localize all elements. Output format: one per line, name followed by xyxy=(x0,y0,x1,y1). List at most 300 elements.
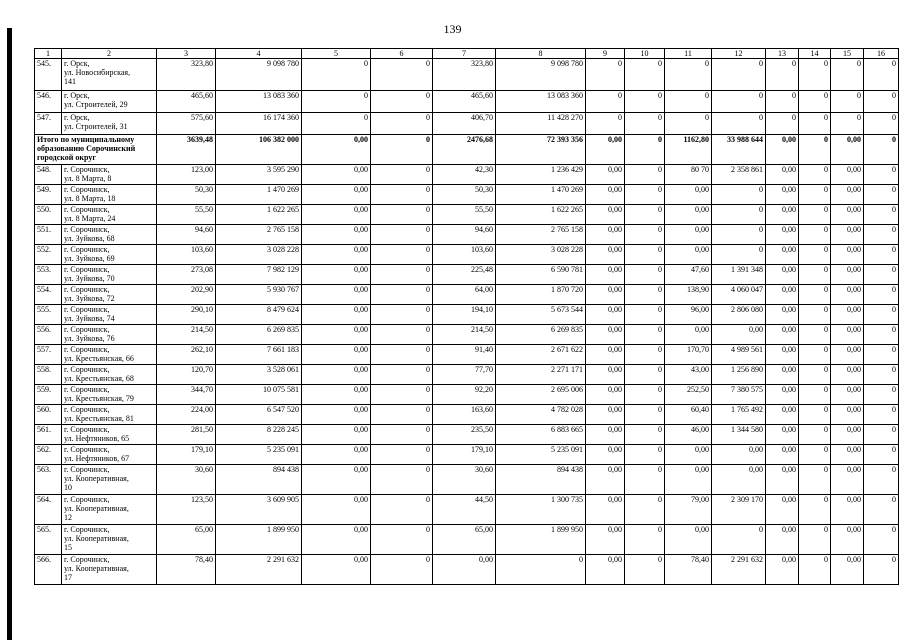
value-cell-col-4: 894 438 xyxy=(216,465,302,495)
value-cell-col-3: 290,10 xyxy=(157,305,216,325)
value-cell-col-13: 0,00 xyxy=(766,525,799,555)
value-cell-col-15: 0,00 xyxy=(831,205,864,225)
value-cell-col-12: 0,00 xyxy=(712,445,766,465)
value-cell-col-16: 0 xyxy=(864,555,899,585)
value-cell-col-11: 0,00 xyxy=(665,325,712,345)
column-number-row xyxy=(35,49,899,59)
value-cell-col-14: 0 xyxy=(799,59,831,91)
row-number-cell: 562. xyxy=(35,445,62,465)
value-cell-col-10: 0 xyxy=(625,285,665,305)
value-cell-col-11: 60,40 xyxy=(665,405,712,425)
value-cell-col-11: 0 xyxy=(665,59,712,91)
row-number-cell: 554. xyxy=(35,285,62,305)
value-cell-col-3: 3639,48 xyxy=(157,135,216,165)
value-cell-col-4: 10 075 581 xyxy=(216,385,302,405)
value-cell-col-14: 0 xyxy=(799,113,831,135)
value-cell-col-8: 2 671 622 xyxy=(496,345,586,365)
table-row xyxy=(35,325,899,345)
value-cell-col-5: 0,00 xyxy=(302,555,371,585)
table-row xyxy=(35,425,899,445)
value-cell-col-5: 0,00 xyxy=(302,405,371,425)
value-cell-col-6: 0 xyxy=(371,305,433,325)
value-cell-col-11: 0,00 xyxy=(665,205,712,225)
value-cell-col-4: 16 174 360 xyxy=(216,113,302,135)
value-cell-col-14: 0 xyxy=(799,445,831,465)
value-cell-col-12: 2 806 080 xyxy=(712,305,766,325)
value-cell-col-9: 0,00 xyxy=(586,495,625,525)
value-cell-col-6: 0 xyxy=(371,365,433,385)
value-cell-col-6: 0 xyxy=(371,225,433,245)
value-cell-col-12: 0 xyxy=(712,525,766,555)
value-cell-col-4: 8 479 624 xyxy=(216,305,302,325)
column-number-14: 14 xyxy=(799,49,831,59)
value-cell-col-9: 0,00 xyxy=(586,285,625,305)
table-row xyxy=(35,59,899,91)
value-cell-col-16: 0 xyxy=(864,59,899,91)
row-number-cell: 558. xyxy=(35,365,62,385)
value-cell-col-11: 0,00 xyxy=(665,445,712,465)
value-cell-col-6: 0 xyxy=(371,465,433,495)
value-cell-col-7: 406,70 xyxy=(433,113,496,135)
value-cell-col-15: 0,00 xyxy=(831,525,864,555)
value-cell-col-13: 0,00 xyxy=(766,555,799,585)
value-cell-col-8: 1 470 269 xyxy=(496,185,586,205)
value-cell-col-12: 0 xyxy=(712,91,766,113)
value-cell-col-3: 202,90 xyxy=(157,285,216,305)
value-cell-col-12: 2 291 632 xyxy=(712,555,766,585)
row-number-cell: 548. xyxy=(35,165,62,185)
value-cell-col-15: 0 xyxy=(831,113,864,135)
column-number-12: 12 xyxy=(712,49,766,59)
value-cell-col-6: 0 xyxy=(371,345,433,365)
value-cell-col-14: 0 xyxy=(799,91,831,113)
address-cell: г. Сорочинск, ул. Кооперативная, 15 xyxy=(62,525,157,555)
value-cell-col-4: 3 028 228 xyxy=(216,245,302,265)
total-row xyxy=(35,135,899,165)
value-cell-col-7: 44,50 xyxy=(433,495,496,525)
address-cell: г. Сорочинск, ул. Зуйкова, 74 xyxy=(62,305,157,325)
value-cell-col-14: 0 xyxy=(799,365,831,385)
value-cell-col-8: 6 269 835 xyxy=(496,325,586,345)
value-cell-col-15: 0,00 xyxy=(831,385,864,405)
value-cell-col-12: 0 xyxy=(712,225,766,245)
value-cell-col-8: 2 765 158 xyxy=(496,225,586,245)
value-cell-col-6: 0 xyxy=(371,525,433,555)
value-cell-col-8: 2 271 171 xyxy=(496,365,586,385)
value-cell-col-10: 0 xyxy=(625,165,665,185)
table-row xyxy=(35,525,899,555)
value-cell-col-9: 0,00 xyxy=(586,265,625,285)
column-number-1: 1 xyxy=(35,49,62,59)
value-cell-col-8: 1 236 429 xyxy=(496,165,586,185)
page-number: 139 xyxy=(443,22,462,36)
value-cell-col-11: 0,00 xyxy=(665,185,712,205)
value-cell-col-15: 0,00 xyxy=(831,265,864,285)
column-number-7: 7 xyxy=(433,49,496,59)
value-cell-col-9: 0,00 xyxy=(586,405,625,425)
row-number-cell: 559. xyxy=(35,385,62,405)
value-cell-col-15: 0 xyxy=(831,91,864,113)
value-cell-col-11: 170,70 xyxy=(665,345,712,365)
row-number-cell: 556. xyxy=(35,325,62,345)
value-cell-col-15: 0,00 xyxy=(831,165,864,185)
value-cell-col-15: 0,00 xyxy=(831,325,864,345)
value-cell-col-4: 7 982 129 xyxy=(216,265,302,285)
value-cell-col-13: 0 xyxy=(766,91,799,113)
value-cell-col-14: 0 xyxy=(799,305,831,325)
value-cell-col-12: 0 xyxy=(712,205,766,225)
table-row xyxy=(35,205,899,225)
value-cell-col-15: 0,00 xyxy=(831,445,864,465)
value-cell-col-9: 0 xyxy=(586,91,625,113)
value-cell-col-7: 0,00 xyxy=(433,555,496,585)
value-cell-col-13: 0,00 xyxy=(766,205,799,225)
value-cell-col-13: 0,00 xyxy=(766,185,799,205)
value-cell-col-7: 50,30 xyxy=(433,185,496,205)
table-row xyxy=(35,185,899,205)
value-cell-col-3: 55,50 xyxy=(157,205,216,225)
value-cell-col-3: 78,40 xyxy=(157,555,216,585)
table-row xyxy=(35,345,899,365)
value-cell-col-12: 7 380 575 xyxy=(712,385,766,405)
address-cell: г. Сорочинск, ул. 8 Марта, 18 xyxy=(62,185,157,205)
value-cell-col-16: 0 xyxy=(864,265,899,285)
value-cell-col-10: 0 xyxy=(625,325,665,345)
value-cell-col-7: 55,50 xyxy=(433,205,496,225)
value-cell-col-10: 0 xyxy=(625,555,665,585)
value-cell-col-5: 0,00 xyxy=(302,425,371,445)
value-cell-col-5: 0,00 xyxy=(302,265,371,285)
value-cell-col-7: 214,50 xyxy=(433,325,496,345)
address-cell: г. Сорочинск, ул. Нефтяников, 67 xyxy=(62,445,157,465)
value-cell-col-4: 6 547 520 xyxy=(216,405,302,425)
address-cell: г. Сорочинск, ул. Зуйкова, 70 xyxy=(62,265,157,285)
value-cell-col-8: 6 590 781 xyxy=(496,265,586,285)
value-cell-col-9: 0,00 xyxy=(586,305,625,325)
value-cell-col-10: 0 xyxy=(625,265,665,285)
value-cell-col-16: 0 xyxy=(864,135,899,165)
value-cell-col-16: 0 xyxy=(864,113,899,135)
value-cell-col-6: 0 xyxy=(371,245,433,265)
value-cell-col-8: 72 393 356 xyxy=(496,135,586,165)
row-number-cell: 566. xyxy=(35,555,62,585)
value-cell-col-6: 0 xyxy=(371,205,433,225)
value-cell-col-4: 8 228 245 xyxy=(216,425,302,445)
value-cell-col-8: 1 870 720 xyxy=(496,285,586,305)
value-cell-col-5: 0 xyxy=(302,59,371,91)
value-cell-col-7: 225,48 xyxy=(433,265,496,285)
value-cell-col-3: 30,60 xyxy=(157,465,216,495)
value-cell-col-8: 4 782 028 xyxy=(496,405,586,425)
value-cell-col-4: 7 661 183 xyxy=(216,345,302,365)
value-cell-col-3: 224,00 xyxy=(157,405,216,425)
value-cell-col-3: 323,80 xyxy=(157,59,216,91)
value-cell-col-14: 0 xyxy=(799,185,831,205)
value-cell-col-15: 0,00 xyxy=(831,305,864,325)
value-cell-col-9: 0,00 xyxy=(586,365,625,385)
value-cell-col-16: 0 xyxy=(864,325,899,345)
table-row xyxy=(35,385,899,405)
row-number-cell: 563. xyxy=(35,465,62,495)
value-cell-col-5: 0,00 xyxy=(302,445,371,465)
value-cell-col-3: 94,60 xyxy=(157,225,216,245)
value-cell-col-16: 0 xyxy=(864,495,899,525)
value-cell-col-4: 9 098 780 xyxy=(216,59,302,91)
value-cell-col-10: 0 xyxy=(625,445,665,465)
address-cell: г. Сорочинск, ул. Крестьянская, 66 xyxy=(62,345,157,365)
value-cell-col-9: 0 xyxy=(586,59,625,91)
table-row xyxy=(35,165,899,185)
address-cell: г. Сорочинск, ул. 8 Марта, 24 xyxy=(62,205,157,225)
value-cell-col-8: 1 300 735 xyxy=(496,495,586,525)
value-cell-col-6: 0 xyxy=(371,285,433,305)
value-cell-col-14: 0 xyxy=(799,205,831,225)
value-cell-col-4: 5 235 091 xyxy=(216,445,302,465)
value-cell-col-6: 0 xyxy=(371,325,433,345)
value-cell-col-11: 0,00 xyxy=(665,245,712,265)
value-cell-col-4: 1 622 265 xyxy=(216,205,302,225)
value-cell-col-12: 0,00 xyxy=(712,325,766,345)
column-number-8: 8 xyxy=(496,49,586,59)
value-cell-col-15: 0,00 xyxy=(831,555,864,585)
row-number-cell: 561. xyxy=(35,425,62,445)
row-number-cell: 552. xyxy=(35,245,62,265)
value-cell-col-10: 0 xyxy=(625,91,665,113)
value-cell-col-8: 11 428 270 xyxy=(496,113,586,135)
value-cell-col-9: 0,00 xyxy=(586,245,625,265)
value-cell-col-4: 6 269 835 xyxy=(216,325,302,345)
column-number-9: 9 xyxy=(586,49,625,59)
value-cell-col-9: 0,00 xyxy=(586,225,625,245)
value-cell-col-7: 179,10 xyxy=(433,445,496,465)
value-cell-col-6: 0 xyxy=(371,165,433,185)
row-number-cell: 565. xyxy=(35,525,62,555)
table-row xyxy=(35,465,899,495)
value-cell-col-10: 0 xyxy=(625,59,665,91)
value-cell-col-6: 0 xyxy=(371,113,433,135)
table-row xyxy=(35,445,899,465)
value-cell-col-13: 0,00 xyxy=(766,265,799,285)
row-number-cell: 549. xyxy=(35,185,62,205)
value-cell-col-9: 0 xyxy=(586,113,625,135)
column-number-16: 16 xyxy=(864,49,899,59)
value-cell-col-4: 2 765 158 xyxy=(216,225,302,245)
value-cell-col-7: 91,40 xyxy=(433,345,496,365)
table-row xyxy=(35,365,899,385)
value-cell-col-13: 0 xyxy=(766,113,799,135)
value-cell-col-13: 0,00 xyxy=(766,345,799,365)
value-cell-col-4: 1 899 950 xyxy=(216,525,302,555)
table-row xyxy=(35,245,899,265)
value-cell-col-9: 0,00 xyxy=(586,555,625,585)
value-cell-col-13: 0,00 xyxy=(766,305,799,325)
value-cell-col-9: 0,00 xyxy=(586,185,625,205)
value-cell-col-8: 894 438 xyxy=(496,465,586,495)
value-cell-col-9: 0,00 xyxy=(586,465,625,495)
value-cell-col-10: 0 xyxy=(625,225,665,245)
value-cell-col-16: 0 xyxy=(864,185,899,205)
value-cell-col-11: 0,00 xyxy=(665,465,712,495)
value-cell-col-4: 13 083 360 xyxy=(216,91,302,113)
value-cell-col-15: 0,00 xyxy=(831,185,864,205)
value-cell-col-10: 0 xyxy=(625,365,665,385)
value-cell-col-10: 0 xyxy=(625,525,665,555)
value-cell-col-12: 2 309 170 xyxy=(712,495,766,525)
table-body xyxy=(35,59,899,585)
value-cell-col-7: 94,60 xyxy=(433,225,496,245)
address-cell: г. Орск, ул. Новосибирская, 141 xyxy=(62,59,157,91)
value-cell-col-14: 0 xyxy=(799,555,831,585)
value-cell-col-3: 65,00 xyxy=(157,525,216,555)
value-cell-col-14: 0 xyxy=(799,495,831,525)
value-cell-col-5: 0,00 xyxy=(302,345,371,365)
table-row xyxy=(35,405,899,425)
value-cell-col-13: 0,00 xyxy=(766,495,799,525)
value-cell-col-8: 0 xyxy=(496,555,586,585)
value-cell-col-5: 0,00 xyxy=(302,495,371,525)
row-number-cell: 551. xyxy=(35,225,62,245)
value-cell-col-11: 1162,80 xyxy=(665,135,712,165)
address-cell: г. Сорочинск, ул. Нефтяников, 65 xyxy=(62,425,157,445)
column-number-5: 5 xyxy=(302,49,371,59)
value-cell-col-13: 0,00 xyxy=(766,225,799,245)
value-cell-col-9: 0,00 xyxy=(586,525,625,555)
table-row xyxy=(35,555,899,585)
value-cell-col-7: 2476,68 xyxy=(433,135,496,165)
value-cell-col-8: 2 695 006 xyxy=(496,385,586,405)
column-number-3: 3 xyxy=(157,49,216,59)
row-number-cell: 555. xyxy=(35,305,62,325)
value-cell-col-13: 0,00 xyxy=(766,465,799,495)
address-cell: г. Сорочинск, ул. Зуйкова, 76 xyxy=(62,325,157,345)
value-cell-col-14: 0 xyxy=(799,525,831,555)
value-cell-col-16: 0 xyxy=(864,165,899,185)
value-cell-col-7: 30,60 xyxy=(433,465,496,495)
value-cell-col-12: 0 xyxy=(712,245,766,265)
value-cell-col-9: 0,00 xyxy=(586,425,625,445)
value-cell-col-15: 0,00 xyxy=(831,365,864,385)
value-cell-col-12: 4 060 047 xyxy=(712,285,766,305)
value-cell-col-15: 0,00 xyxy=(831,225,864,245)
value-cell-col-15: 0,00 xyxy=(831,285,864,305)
row-number-cell: 546. xyxy=(35,91,62,113)
value-cell-col-3: 281,50 xyxy=(157,425,216,445)
address-cell: г. Сорочинск, ул. Крестьянская, 81 xyxy=(62,405,157,425)
value-cell-col-11: 252,50 xyxy=(665,385,712,405)
value-cell-col-14: 0 xyxy=(799,425,831,445)
value-cell-col-16: 0 xyxy=(864,385,899,405)
value-cell-col-12: 0 xyxy=(712,185,766,205)
value-cell-col-3: 123,00 xyxy=(157,165,216,185)
value-cell-col-12: 1 344 580 xyxy=(712,425,766,445)
value-cell-col-11: 79,00 xyxy=(665,495,712,525)
value-cell-col-5: 0,00 xyxy=(302,365,371,385)
value-cell-col-6: 0 xyxy=(371,385,433,405)
value-cell-col-7: 235,50 xyxy=(433,425,496,445)
value-cell-col-12: 2 358 861 xyxy=(712,165,766,185)
value-cell-col-15: 0,00 xyxy=(831,495,864,525)
value-cell-col-14: 0 xyxy=(799,225,831,245)
value-cell-col-14: 0 xyxy=(799,265,831,285)
value-cell-col-6: 0 xyxy=(371,425,433,445)
address-cell: г. Сорочинск, ул. Крестьянская, 68 xyxy=(62,365,157,385)
value-cell-col-10: 0 xyxy=(625,405,665,425)
address-cell: г. Сорочинск, ул. Крестьянская, 79 xyxy=(62,385,157,405)
value-cell-col-14: 0 xyxy=(799,465,831,495)
value-cell-col-16: 0 xyxy=(864,225,899,245)
row-number-cell: 550. xyxy=(35,205,62,225)
address-cell: г. Орск, ул. Строителей, 31 xyxy=(62,113,157,135)
value-cell-col-11: 43,00 xyxy=(665,365,712,385)
value-cell-col-12: 1 765 492 xyxy=(712,405,766,425)
value-cell-col-16: 0 xyxy=(864,365,899,385)
row-number-cell: 557. xyxy=(35,345,62,365)
value-cell-col-10: 0 xyxy=(625,185,665,205)
column-number-13: 13 xyxy=(766,49,799,59)
value-cell-col-5: 0,00 xyxy=(302,325,371,345)
value-cell-col-14: 0 xyxy=(799,135,831,165)
value-cell-col-12: 0 xyxy=(712,113,766,135)
value-cell-col-11: 96,00 xyxy=(665,305,712,325)
value-cell-col-9: 0,00 xyxy=(586,385,625,405)
value-cell-col-7: 103,60 xyxy=(433,245,496,265)
value-cell-col-3: 179,10 xyxy=(157,445,216,465)
column-number-10: 10 xyxy=(625,49,665,59)
value-cell-col-5: 0,00 xyxy=(302,465,371,495)
value-cell-col-11: 138,90 xyxy=(665,285,712,305)
column-number-4: 4 xyxy=(216,49,302,59)
value-cell-col-16: 0 xyxy=(864,525,899,555)
value-cell-col-15: 0,00 xyxy=(831,405,864,425)
address-cell: г. Сорочинск, ул. Зуйкова, 68 xyxy=(62,225,157,245)
value-cell-col-3: 465,60 xyxy=(157,91,216,113)
value-cell-col-11: 0 xyxy=(665,113,712,135)
value-cell-col-5: 0,00 xyxy=(302,185,371,205)
value-cell-col-6: 0 xyxy=(371,495,433,525)
address-cell: г. Орск, ул. Строителей, 29 xyxy=(62,91,157,113)
value-cell-col-7: 77,70 xyxy=(433,365,496,385)
total-label-cell: Итого по муниципальному образованию Сорочинский городской округ xyxy=(35,135,157,165)
value-cell-col-8: 1 899 950 xyxy=(496,525,586,555)
value-cell-col-10: 0 xyxy=(625,135,665,165)
table-row xyxy=(35,113,899,135)
value-cell-col-16: 0 xyxy=(864,305,899,325)
column-number-6: 6 xyxy=(371,49,433,59)
value-cell-col-6: 0 xyxy=(371,135,433,165)
value-cell-col-14: 0 xyxy=(799,285,831,305)
binding-edge-bar xyxy=(7,28,12,640)
value-cell-col-12: 0 xyxy=(712,59,766,91)
value-cell-col-4: 106 382 000 xyxy=(216,135,302,165)
value-cell-col-3: 50,30 xyxy=(157,185,216,205)
value-cell-col-16: 0 xyxy=(864,91,899,113)
value-cell-col-8: 5 673 544 xyxy=(496,305,586,325)
table-row xyxy=(35,305,899,325)
value-cell-col-11: 78,40 xyxy=(665,555,712,585)
value-cell-col-4: 5 930 767 xyxy=(216,285,302,305)
value-cell-col-10: 0 xyxy=(625,113,665,135)
value-cell-col-7: 42,30 xyxy=(433,165,496,185)
address-cell: г. Сорочинск, ул. Кооперативная, 10 xyxy=(62,465,157,495)
value-cell-col-9: 0,00 xyxy=(586,135,625,165)
value-cell-col-6: 0 xyxy=(371,405,433,425)
value-cell-col-5: 0,00 xyxy=(302,245,371,265)
value-cell-col-12: 1 391 348 xyxy=(712,265,766,285)
table-row xyxy=(35,91,899,113)
value-cell-col-3: 214,50 xyxy=(157,325,216,345)
value-cell-col-14: 0 xyxy=(799,405,831,425)
value-cell-col-6: 0 xyxy=(371,59,433,91)
